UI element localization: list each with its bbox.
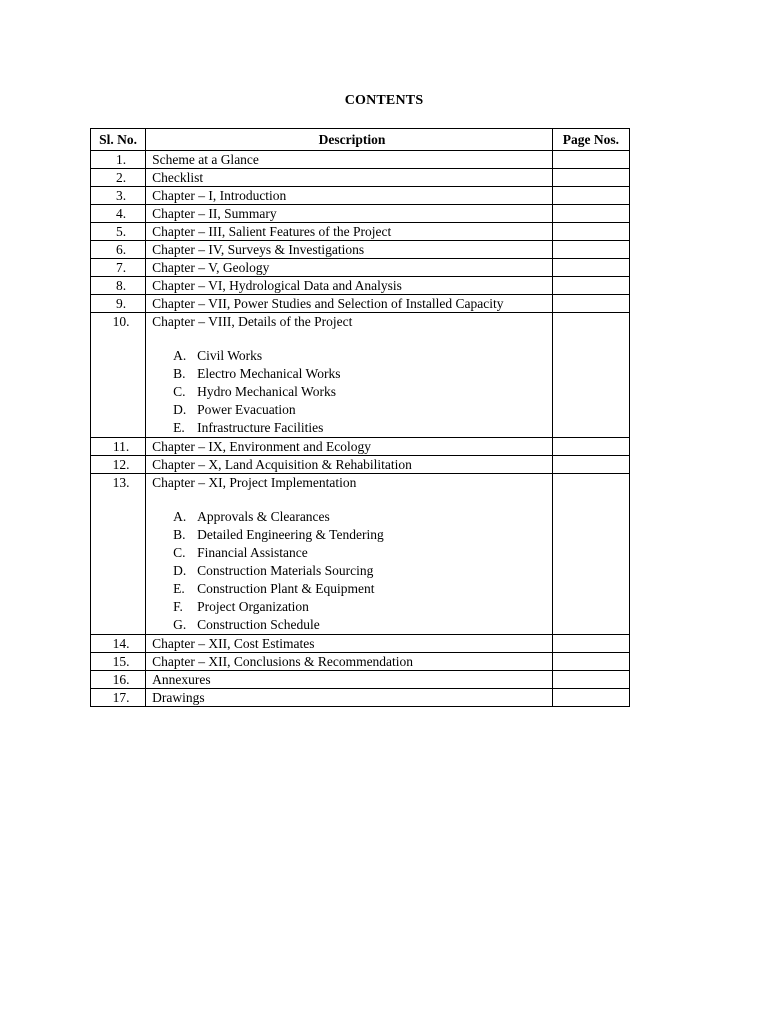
page-no-cell: [552, 295, 629, 313]
table-row: [91, 277, 630, 295]
sub-item-marker: B.: [173, 366, 186, 381]
page-no-cell: [552, 259, 629, 277]
sub-item: [173, 580, 552, 598]
sub-item: [173, 365, 552, 383]
description-text: Chapter – VIII, Details of the Project: [152, 314, 353, 329]
description-header: Description: [146, 129, 553, 151]
description-cell: [146, 635, 553, 653]
page-no-cell: [552, 169, 629, 187]
sub-item-marker: D.: [173, 563, 187, 578]
sub-item-text: Construction Plant & Equipment: [197, 581, 375, 596]
sub-item-marker: F.: [173, 599, 183, 614]
description-cell: [146, 671, 553, 689]
sl-no-cell: 5.: [91, 223, 146, 241]
sub-item-text: Civil Works: [197, 348, 263, 363]
page-no-cell: [552, 241, 629, 259]
description-text: Checklist: [152, 170, 204, 185]
sub-item-text: Financial Assistance: [197, 545, 308, 560]
sub-item-text: Electro Mechanical Works: [197, 366, 341, 381]
sl-no-cell: 9.: [91, 295, 146, 313]
description-text: Scheme at a Glance: [152, 152, 259, 167]
contents-body: [91, 151, 630, 707]
sub-item-text: Detailed Engineering & Tendering: [197, 527, 384, 542]
sub-item-marker: G.: [173, 617, 187, 632]
description-cell: [146, 295, 553, 313]
page-no-cell: [552, 223, 629, 241]
description-cell: [146, 689, 553, 707]
sub-item-text: Infrastructure Facilities: [197, 420, 324, 435]
page-no-cell: [552, 653, 629, 671]
sl-no-cell: 4.: [91, 205, 146, 223]
description-text: Annexures: [152, 672, 211, 687]
description-text: Chapter – XII, Conclusions & Recommendation: [152, 654, 414, 669]
description-cell: [146, 277, 553, 295]
sub-item-text: Project Organization: [197, 599, 309, 614]
sub-item-marker: A.: [173, 348, 187, 363]
sl-no-cell: 14.: [91, 635, 146, 653]
page-no-cell: [552, 438, 629, 456]
sl-no-cell: 6.: [91, 241, 146, 259]
sub-item-list: [152, 347, 552, 437]
description-text: Chapter – II, Summary: [152, 206, 277, 221]
description-cell: [146, 438, 553, 456]
page-no-cell: [552, 671, 629, 689]
table-row: [91, 259, 630, 277]
sub-item-marker: A.: [173, 509, 187, 524]
sub-item-text: Power Evacuation: [197, 402, 296, 417]
description-cell: [146, 456, 553, 474]
description-cell: [146, 653, 553, 671]
description-text: Chapter – VI, Hydrological Data and Analysis: [152, 278, 402, 293]
sl-no-header: Sl. No.: [91, 129, 146, 151]
table-row: [91, 169, 630, 187]
table-row: [91, 295, 630, 313]
description-text: Chapter – V, Geology: [152, 260, 270, 275]
sl-no-cell: 10.: [91, 313, 146, 438]
sub-item-marker: E.: [173, 420, 185, 435]
sl-no-cell: 8.: [91, 277, 146, 295]
table-row: [91, 689, 630, 707]
sub-item: [173, 347, 552, 365]
description-cell: [146, 223, 553, 241]
description-text: Chapter – III, Salient Features of the Project: [152, 224, 392, 239]
description-text: Chapter – XII, Cost Estimates: [152, 636, 315, 651]
sub-item: [173, 383, 552, 401]
sub-item: [173, 544, 552, 562]
page-no-cell: [552, 456, 629, 474]
sub-item-marker: C.: [173, 545, 186, 560]
table-row: [91, 456, 630, 474]
description-cell: [146, 169, 553, 187]
sl-no-cell: 12.: [91, 456, 146, 474]
table-row: [91, 205, 630, 223]
table-row: [91, 438, 630, 456]
sub-item: [173, 401, 552, 419]
page-no-cell: [552, 313, 629, 438]
sub-item: [173, 616, 552, 634]
table-row: [91, 671, 630, 689]
page-no-cell: [552, 187, 629, 205]
table-row: [91, 187, 630, 205]
contents-table: [90, 128, 630, 707]
table-row: [91, 151, 630, 169]
sl-no-cell: 15.: [91, 653, 146, 671]
sl-no-cell: 7.: [91, 259, 146, 277]
description-cell: [146, 313, 553, 438]
sub-item: [173, 562, 552, 580]
sub-item-marker: E.: [173, 581, 185, 596]
page-no-cell: [552, 474, 629, 635]
page-no-cell: [552, 205, 629, 223]
header-row: [91, 129, 630, 151]
table-row: [91, 653, 630, 671]
page-no-cell: [552, 277, 629, 295]
description-text: Chapter – IX, Environment and Ecology: [152, 439, 372, 454]
sl-no-cell: 11.: [91, 438, 146, 456]
description-cell: [146, 187, 553, 205]
sub-item-text: Hydro Mechanical Works: [197, 384, 336, 399]
sub-item: [173, 526, 552, 544]
sl-no-cell: 2.: [91, 169, 146, 187]
sub-item: [173, 508, 552, 526]
sl-no-cell: 13.: [91, 474, 146, 635]
description-text: Chapter – I, Introduction: [152, 188, 287, 203]
table-row: [91, 635, 630, 653]
description-text: Chapter – VII, Power Studies and Selection of Installed Capacity: [152, 296, 504, 311]
sl-no-cell: 3.: [91, 187, 146, 205]
description-text: Chapter – X, Land Acquisition & Rehabilitation: [152, 457, 412, 472]
table-row: [91, 223, 630, 241]
description-cell: [146, 205, 553, 223]
description-cell: [146, 241, 553, 259]
description-cell: [146, 151, 553, 169]
sl-no-cell: 17.: [91, 689, 146, 707]
description-text: Drawings: [152, 690, 205, 705]
page-no-cell: [552, 689, 629, 707]
sl-no-cell: 16.: [91, 671, 146, 689]
table-row: [91, 313, 630, 438]
table-row: [91, 474, 630, 635]
sub-item: [173, 419, 552, 437]
description-text: Chapter – XI, Project Implementation: [152, 475, 357, 490]
table-row: [91, 241, 630, 259]
sub-item-marker: B.: [173, 527, 186, 542]
page-nos-header: Page Nos.: [552, 129, 629, 151]
page-title: CONTENTS: [344, 93, 424, 108]
sub-item: [173, 598, 552, 616]
sub-item-marker: D.: [173, 402, 187, 417]
sl-no-cell: 1.: [91, 151, 146, 169]
sub-item-marker: C.: [173, 384, 186, 399]
page-no-cell: [552, 151, 629, 169]
description-cell: [146, 259, 553, 277]
sub-item-text: Construction Schedule: [197, 617, 320, 632]
page-no-cell: [552, 635, 629, 653]
sub-item-text: Approvals & Clearances: [197, 509, 330, 524]
description-cell: [146, 474, 553, 635]
sub-item-list: [152, 508, 552, 634]
description-text: Chapter – IV, Surveys & Investigations: [152, 242, 365, 257]
sub-item-text: Construction Materials Sourcing: [197, 563, 374, 578]
